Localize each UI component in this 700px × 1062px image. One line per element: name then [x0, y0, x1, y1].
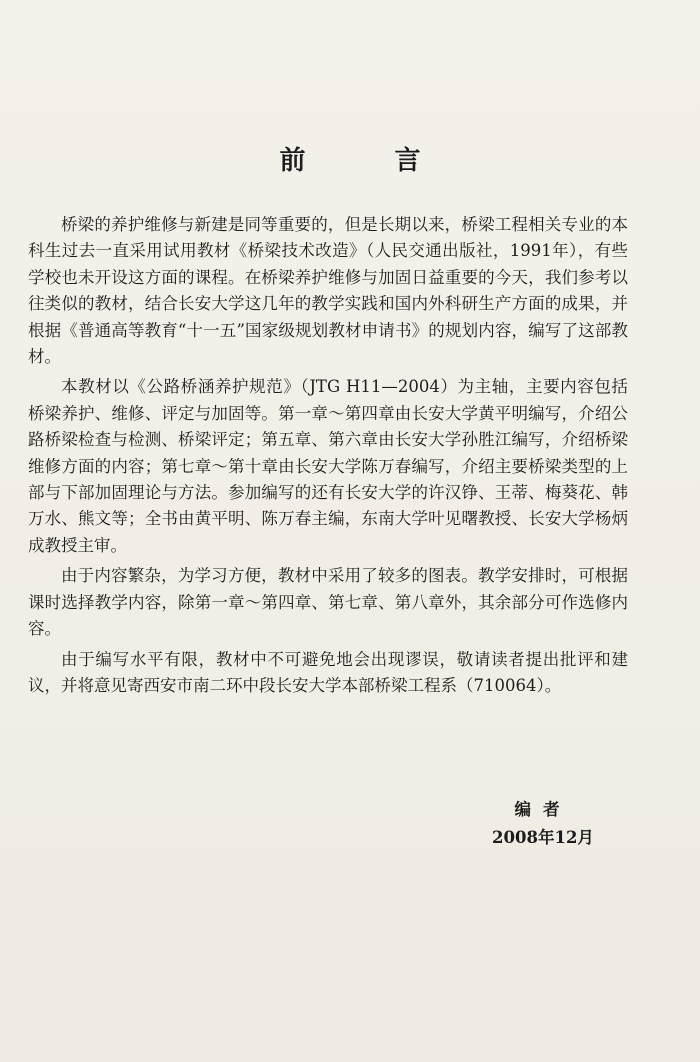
paragraph-1: 桥梁的养护维修与新建是同等重要的，但是长期以来，桥梁工程相关专业的本科生过去一直采用试用教材《桥梁技术改造》（人民交通出版社，1991年），有些学校也未开设这方面的课程。在桥梁养护维修与加固日益重要的今天，我们参考以往类似的教材，结合长安大学这几年的教学实践和国内外科研生产方面的成果，并根据《普通高等教育“十一五”国家级规划教材申请书》的规划内容，编写了这部教材。	[28, 215, 628, 367]
preface-body	[28, 212, 628, 703]
page-title: 前 言	[279, 146, 461, 176]
signature-author: 编者	[514, 800, 572, 819]
paragraph-4: 由于编写水平有限，教材中不可避免地会出现谬误，敬请读者提出批评和建议，并将意见寄西安市南二环中段长安大学本部桥梁工程系（710064）。	[28, 649, 628, 695]
paragraph-2: 本教材以《公路桥涵养护规范》（JTG H11—2004）为主轴，主要内容包括桥梁养护、维修、评定与加固等。第一章～第四章由长安大学黄平明编写，介绍公路桥梁检查与检测、桥梁评定；第五章、第六章由长安大学孙胜江编写，介绍桥梁维修方面的内容；第七章～第十章由长安大学陈万春编写，介绍主要桥梁类型的上部与下部加固理论与方法。参加编写的还有长安大学的许汉铮、王蒂、梅葵花、韩万水、熊文等；全书由黄平明、陈万春主编，东南大学叶见曙教授、长安大学杨炳成教授主审。	[28, 377, 628, 555]
signature-date: 2008年12月	[492, 828, 594, 847]
paragraph-3: 由于内容繁杂，为学习方便，教材中采用了较多的图表。教学安排时，可根据课时选择教学内容，除第一章～第四章、第七章、第八章外，其余部分可作选修内容。	[28, 566, 628, 639]
